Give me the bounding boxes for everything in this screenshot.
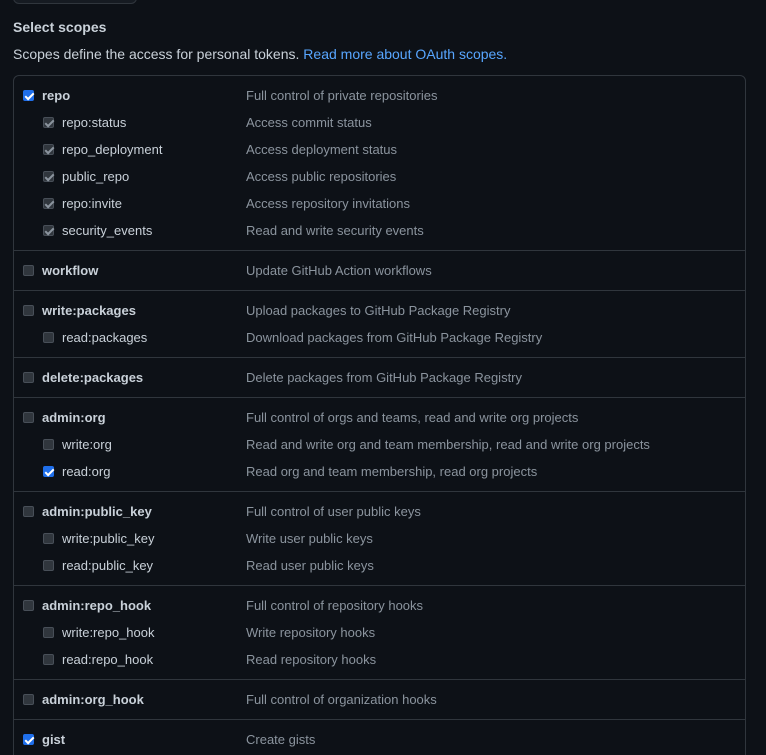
scope-group-admin-org bbox=[14, 398, 745, 492]
scope-row bbox=[14, 190, 745, 217]
scope-row bbox=[14, 257, 745, 284]
scope-checkbox[interactable] bbox=[23, 412, 34, 423]
scope-group-admin-org-hook bbox=[14, 680, 745, 720]
scope-name[interactable]: security_events bbox=[62, 223, 153, 238]
scope-row bbox=[14, 217, 745, 244]
scope-description: Access repository invitations bbox=[246, 196, 411, 211]
scope-description: Read org and team membership, read org projects bbox=[246, 464, 538, 479]
scope-checkbox[interactable] bbox=[43, 117, 54, 128]
scope-checkbox[interactable] bbox=[43, 533, 54, 544]
scope-name[interactable]: repo bbox=[42, 88, 71, 103]
scope-description: Full control of user public keys bbox=[246, 504, 421, 519]
scope-name[interactable]: admin:public_key bbox=[42, 504, 152, 519]
scope-row bbox=[14, 552, 745, 579]
scope-checkbox[interactable] bbox=[43, 654, 54, 665]
scope-name[interactable]: read:public_key bbox=[62, 558, 154, 573]
scope-row bbox=[14, 458, 745, 485]
previous-field-stub bbox=[13, 0, 137, 4]
scope-name[interactable]: delete:packages bbox=[42, 370, 144, 385]
scope-row bbox=[14, 364, 745, 391]
scope-name[interactable]: write:repo_hook bbox=[62, 625, 155, 640]
scope-checkbox[interactable] bbox=[23, 734, 34, 745]
scope-checkbox[interactable] bbox=[23, 694, 34, 705]
section-description bbox=[13, 46, 507, 62]
scope-checkbox[interactable] bbox=[43, 198, 54, 209]
scope-checkbox[interactable] bbox=[23, 506, 34, 517]
scope-description: Create gists bbox=[246, 732, 316, 747]
scope-row bbox=[14, 431, 745, 458]
scope-description: Access deployment status bbox=[246, 142, 398, 157]
scope-checkbox[interactable] bbox=[43, 144, 54, 155]
scope-name[interactable]: admin:repo_hook bbox=[42, 598, 152, 613]
scope-row bbox=[14, 592, 745, 619]
scope-description: Download packages from GitHub Package Registry bbox=[246, 330, 543, 345]
scope-description: Full control of repository hooks bbox=[246, 598, 424, 613]
scope-checkbox[interactable] bbox=[23, 372, 34, 383]
scope-name[interactable]: read:org bbox=[62, 464, 111, 479]
scope-row bbox=[14, 82, 745, 109]
scope-row bbox=[14, 136, 745, 163]
scope-description: Access public repositories bbox=[246, 169, 397, 184]
scope-description: Update GitHub Action workflows bbox=[246, 263, 432, 278]
scope-group-write-packages bbox=[14, 291, 745, 358]
scope-list bbox=[13, 75, 746, 755]
oauth-scopes-link[interactable]: Read more about OAuth scopes. bbox=[303, 46, 508, 62]
scope-checkbox[interactable] bbox=[23, 90, 34, 101]
scope-row bbox=[14, 404, 745, 431]
scope-name[interactable]: workflow bbox=[42, 263, 99, 278]
scope-row bbox=[14, 525, 745, 552]
scope-description: Upload packages to GitHub Package Registry bbox=[246, 303, 511, 318]
scope-name[interactable]: read:packages bbox=[62, 330, 148, 345]
scope-checkbox[interactable] bbox=[43, 171, 54, 182]
scope-row bbox=[14, 726, 745, 753]
scope-group-admin-repo-hook bbox=[14, 586, 745, 680]
scope-group-repo bbox=[14, 76, 745, 251]
scope-name[interactable]: admin:org_hook bbox=[42, 692, 144, 707]
scope-description: Read and write security events bbox=[246, 223, 424, 238]
scope-checkbox[interactable] bbox=[23, 305, 34, 316]
scope-row bbox=[14, 686, 745, 713]
scope-description: Read user public keys bbox=[246, 558, 374, 573]
scope-description: Full control of orgs and teams, read and write org projects bbox=[246, 410, 579, 425]
scope-row bbox=[14, 109, 745, 136]
scope-row bbox=[14, 498, 745, 525]
scope-row bbox=[14, 297, 745, 324]
scope-name[interactable]: gist bbox=[42, 732, 66, 747]
scope-description: Write user public keys bbox=[246, 531, 373, 546]
description-text: Scopes define the access for personal tokens. bbox=[13, 46, 300, 62]
scope-description: Full control of private repositories bbox=[246, 88, 438, 103]
scope-name[interactable]: repo_deployment bbox=[62, 142, 163, 157]
scope-description: Read and write org and team membership, read and write org projects bbox=[246, 437, 650, 452]
scope-checkbox[interactable] bbox=[43, 225, 54, 236]
scope-row bbox=[14, 646, 745, 673]
scope-description: Delete packages from GitHub Package Registry bbox=[246, 370, 523, 385]
scope-description: Access commit status bbox=[246, 115, 372, 130]
scope-group-delete-packages bbox=[14, 358, 745, 398]
scope-row bbox=[14, 163, 745, 190]
scope-description: Write repository hooks bbox=[246, 625, 376, 640]
scope-checkbox[interactable] bbox=[43, 439, 54, 450]
scope-name[interactable]: public_repo bbox=[62, 169, 130, 184]
scope-name[interactable]: write:org bbox=[62, 437, 112, 452]
scope-name[interactable]: write:packages bbox=[42, 303, 136, 318]
scope-checkbox[interactable] bbox=[23, 265, 34, 276]
scope-name[interactable]: write:public_key bbox=[62, 531, 155, 546]
section-heading: Select scopes bbox=[13, 19, 107, 35]
scope-checkbox[interactable] bbox=[23, 600, 34, 611]
scope-group-admin-public-key bbox=[14, 492, 745, 586]
scope-checkbox[interactable] bbox=[43, 332, 54, 343]
scope-checkbox[interactable] bbox=[43, 466, 54, 477]
scope-name[interactable]: admin:org bbox=[42, 410, 106, 425]
scope-row bbox=[14, 619, 745, 646]
scope-checkbox[interactable] bbox=[43, 627, 54, 638]
scope-checkbox[interactable] bbox=[43, 560, 54, 571]
scope-group-gist bbox=[14, 720, 745, 755]
scope-name[interactable]: repo:invite bbox=[62, 196, 122, 211]
scope-group-workflow bbox=[14, 251, 745, 291]
scope-name[interactable]: repo:status bbox=[62, 115, 127, 130]
scope-name[interactable]: read:repo_hook bbox=[62, 652, 154, 667]
scope-description: Read repository hooks bbox=[246, 652, 377, 667]
scope-row bbox=[14, 324, 745, 351]
scope-description: Full control of organization hooks bbox=[246, 692, 437, 707]
